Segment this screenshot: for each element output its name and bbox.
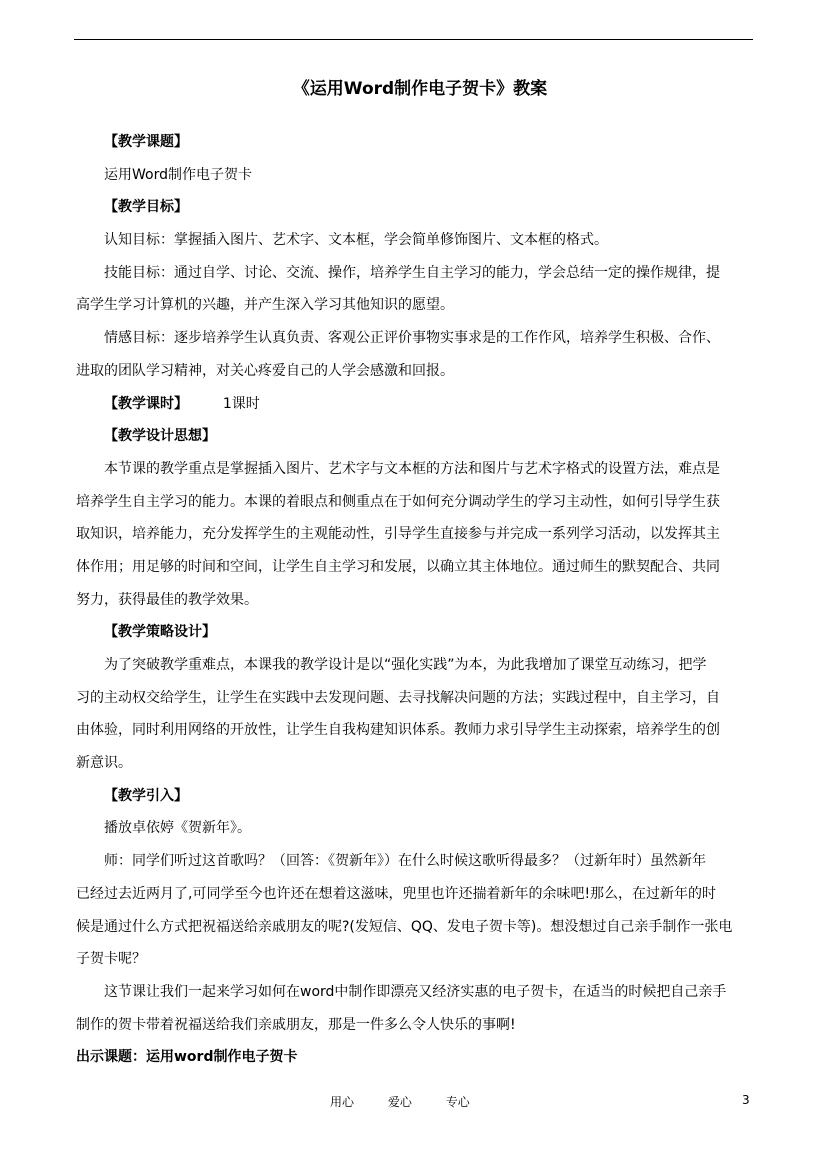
design-line: 体作用；用足够的时间和空间，让学生自主学习和发展，以确立其主体地位。通过师生的默契配合、共同 — [76, 558, 720, 575]
document-body — [76, 72, 746, 1074]
strategy-line: 习的主动权交给学生，让学生在实践中去发现问题、去寻找解决问题的方法；实践过程中，自主学习，自 — [76, 689, 720, 706]
document-title: 《运用Word制作电子贺卡》教案 — [292, 79, 548, 99]
design-heading: 【教学设计思想】 — [104, 428, 216, 445]
design-line: 本节课的教学重点是掌握插入图片、艺术字与文本框的方法和图片与艺术字格式的设置方法，难点是 — [104, 460, 720, 477]
design-line: 取知识，培养能力，充分发挥学生的主观能动性，引导学生直接参与并完成一系列学习活动，以发挥其主 — [76, 526, 720, 543]
topic-heading: 【教学课题】 — [104, 134, 188, 150]
page-footer — [0, 1093, 827, 1113]
intro-heading: 【教学引入】 — [104, 787, 188, 804]
goal-emotion-line-1: 情感目标：逐步培养学生认真负责、客观公正评价事物实事求是的工作作风，培养学生积极、合作、 — [104, 330, 720, 347]
goal-emotion-line-2: 进取的团队学习精神，对关心疼爱自己的人学会感激和回报。 — [76, 362, 454, 379]
motto-3: 专心 — [445, 1095, 470, 1109]
goal-skill-line-2: 高学生学习计算机的兴趣，并产生深入学习其他知识的愿望。 — [76, 297, 454, 314]
design-line: 努力，获得最佳的教学效果。 — [76, 591, 258, 608]
strategy-line: 由体验，同时利用网络的开放性，让学生自我构建知识体系。教师力求引导学生主动探索，培养学生的创 — [76, 722, 720, 739]
motto-1: 用心 — [330, 1095, 355, 1109]
goal-cognitive: 认知目标：掌握插入图片、艺术字、文本框，学会简单修饰图片、文本框的格式。 — [104, 232, 608, 249]
motto-2: 爱心 — [387, 1095, 412, 1109]
intro-lesson-line: 这节课让我们一起来学习如何在word中制作即漂亮又经济实惠的电子贺卡，在适当的时候把自己亲手 — [104, 983, 727, 1000]
strategy-line: 新意识。 — [76, 755, 132, 772]
intro-play: 播放卓依婷《贺新年》。 — [104, 820, 251, 837]
topic-text: 运用Word制作电子贺卡 — [104, 166, 252, 183]
footer-motto — [330, 1093, 500, 1110]
intro-teacher-line: 子贺卡呢？ — [76, 951, 146, 968]
goal-skill-line-1: 技能目标：通过自学、讨论、交流、操作，培养学生自主学习的能力，学会总结一定的操作规律，提 — [104, 264, 720, 281]
hours-row — [76, 388, 746, 421]
show-topic: 出示课题：运用word制作电子贺卡 — [76, 1049, 298, 1066]
strategy-line: 为了突破教学重难点，本课我的教学设计是以“强化实践”为本，为此我增加了课堂互动练习，把学 — [104, 657, 707, 673]
intro-teacher-line: 候是通过什么方式把祝福送给亲戚朋友的呢?(发短信、QQ、发电子贺卡等)。想没想过自己亲手制作一张电 — [76, 918, 733, 935]
intro-teacher-line: 已经过去近两月了,可同学至今也许还在想着这滋味，兜里也许还揣着新年的余味吧!那么，在过新年的时 — [76, 885, 717, 902]
design-line: 培养学生自主学习的能力。本课的着眼点和侧重点在于如何充分调动学生的学习主动性，如何引导学生获 — [76, 493, 720, 510]
intro-teacher-line: 师：同学们听过这首歌吗？（回答：《贺新年》）在什么时候这歌听得最多？（过新年时）虽然新年 — [104, 853, 706, 870]
hours-heading: 【教学课时】 — [104, 395, 188, 412]
goals-heading: 【教学目标】 — [104, 199, 188, 216]
strategy-heading: 【教学策略设计】 — [104, 624, 216, 641]
hours-value: 1课时 — [222, 395, 260, 412]
intro-lesson-line: 制作的贺卡带着祝福送给我们亲戚朋友，那是一件多么令人快乐的事啊! — [76, 1016, 516, 1033]
header-rule — [74, 39, 753, 40]
page-number: 3 — [742, 1093, 750, 1107]
